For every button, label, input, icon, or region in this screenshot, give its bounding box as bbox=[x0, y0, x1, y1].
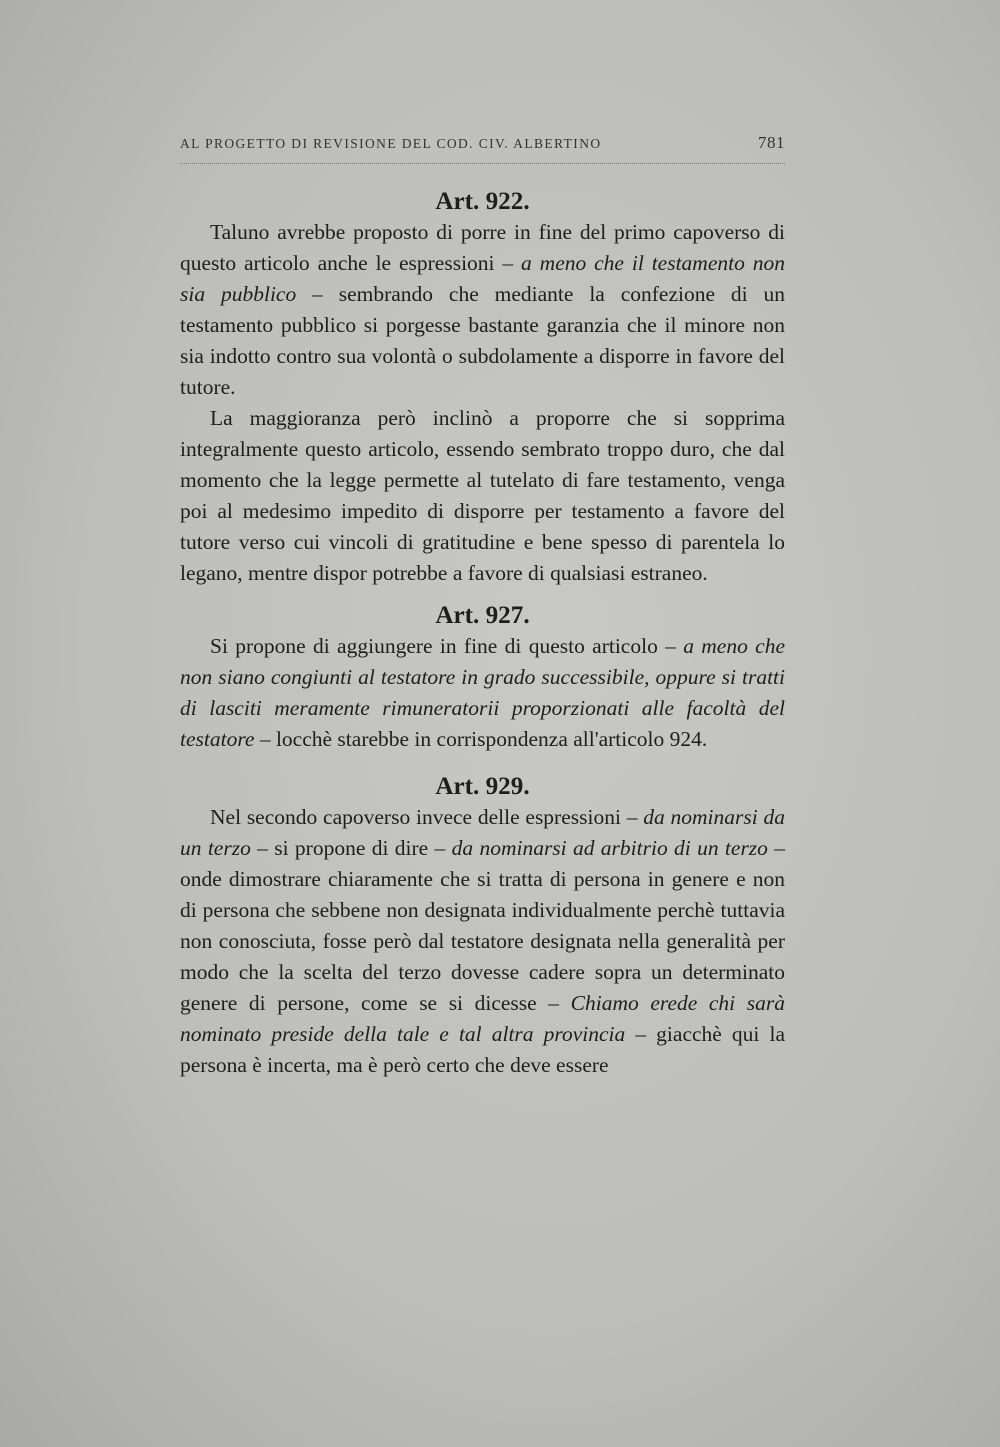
paragraph: Taluno avrebbe proposto di porre in fine del primo capoverso di questo articolo anche le espressioni – a meno che il testamento non sia pubblico – sembrando che mediante la confezione di un testamento pubblico si porgesse bastante garanzia che il minore non sia indotto contro sua volontà o subdolamente a disporre in favore del tutore. bbox=[180, 220, 785, 399]
paragraph: La maggioranza però inclinò a proporre che si sopprima integralmente questo articolo, essendo sembrato troppo duro, che dal momento che la legge permette al tutelato di fare testamento, venga poi al medesimo impedito di disporre per testamento a favore del tutore verso cui vincoli di gratitudine e bene spesso di parentela lo legano, mentre dispor potrebbe a favore di qualsiasi estraneo. bbox=[180, 406, 785, 585]
italic-phrase: a meno che il testamento non sia pubblico bbox=[180, 251, 785, 306]
italic-phrase: da nominarsi ad arbitrio di un terzo bbox=[451, 836, 768, 860]
running-header bbox=[180, 133, 785, 164]
paragraph: Si propone di aggiungere in fine di questo articolo – a meno che non siano congiunti al testatore in grado successibile, oppure si tratti di lasciti meramente rimuneratorii proporzionati alle facoltà del testatore – locchè starebbe in corrispondenza all'articolo 924. bbox=[180, 634, 785, 751]
italic-phrase: da nominarsi da un terzo bbox=[180, 805, 785, 860]
running-title: AL PROGETTO DI REVISIONE DEL COD. CIV. ALBERTINO bbox=[180, 136, 602, 151]
article-title: Art. 929. bbox=[435, 773, 530, 800]
paragraph: Nel secondo capoverso invece delle espressioni – da nominarsi da un terzo – si propone di dire – da nominarsi ad arbitrio di un terzo – onde dimostrare chiaramente che si tratta di persona in genere e non di persona che sebbene non designata individualmente perchè tuttavia non conosciuta, fosse però dal testatore designata nella generalità per modo che la scelta del terzo dovesse cadere sopra un determinato genere di persone, come se si dicesse – Chiamo erede chi sarà nominato preside della tale e tal altra provincia – giacchè qui la persona è incerta, ma è però certo che deve essere bbox=[180, 805, 786, 1077]
page-number: 781 bbox=[758, 133, 785, 152]
page-body bbox=[180, 186, 785, 1081]
italic-phrase: Chiamo erede chi sarà nominato preside della tale e tal altra provincia bbox=[180, 991, 785, 1046]
article-title: Art. 922. bbox=[435, 188, 530, 215]
italic-phrase: a meno che non siano congiunti al testatore in grado successibile, oppure si tratti di lasciti meramente rimuneratorii proporzionati alle facoltà del testatore bbox=[180, 634, 785, 751]
article-title: Art. 927. bbox=[435, 602, 530, 629]
